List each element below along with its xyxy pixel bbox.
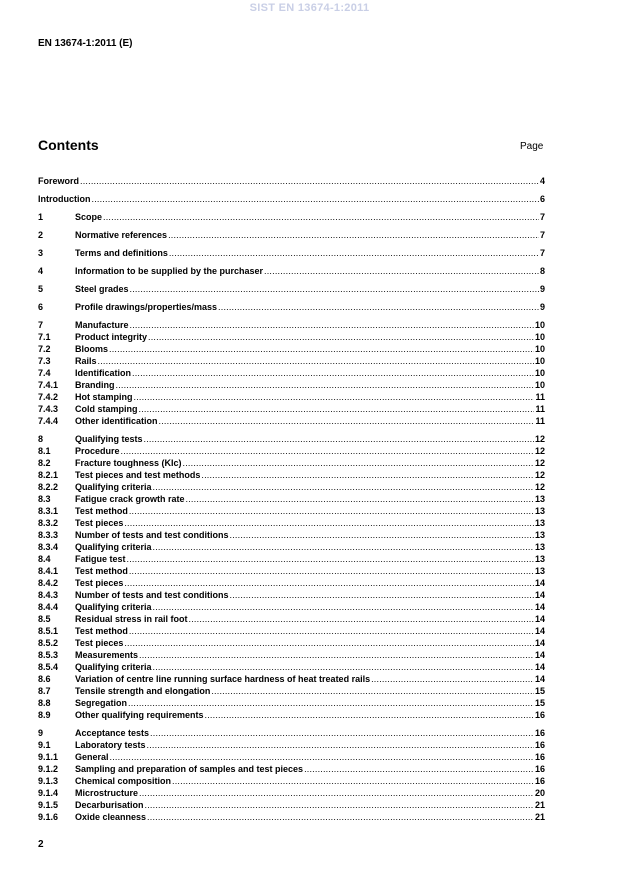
toc-entry[interactable] [38, 379, 545, 391]
toc-entry-number: 7.1 [38, 332, 51, 342]
toc-leader-dots [218, 301, 539, 313]
toc-entry-number: 1 [38, 212, 44, 222]
toc-entry-page: 8 [539, 266, 545, 276]
toc-entry-title: Qualifying criteria [75, 542, 152, 552]
toc-entry-page: 10 [534, 368, 545, 378]
toc-leader-dots [230, 589, 534, 601]
toc-leader-dots [145, 799, 534, 811]
toc-entry-title: Procedure [75, 446, 120, 456]
toc-entry-number: 8.4.2 [38, 578, 59, 588]
toc-entry[interactable] [38, 799, 545, 811]
toc-entry[interactable] [38, 541, 545, 553]
toc-entry[interactable] [38, 481, 545, 493]
toc-entry-page: 14 [534, 662, 545, 672]
toc-entry-page: 16 [534, 776, 545, 786]
toc-leader-dots [139, 403, 535, 415]
toc-entry-title: Laboratory tests [75, 740, 146, 750]
toc-entry[interactable] [38, 433, 545, 445]
toc-entry-title: Identification [75, 368, 131, 378]
toc-leader-dots [172, 775, 534, 787]
toc-entry-page: 16 [534, 764, 545, 774]
toc-leader-dots [169, 247, 539, 259]
toc-entry[interactable] [38, 811, 545, 823]
toc-entry-number: 9.1.3 [38, 776, 59, 786]
toc-entry-title: Test pieces [75, 518, 124, 528]
toc-leader-dots [129, 505, 534, 517]
toc-entry[interactable] [38, 751, 545, 763]
toc-leader-dots [153, 481, 534, 493]
toc-entry-number: 8.4.3 [38, 590, 59, 600]
toc-entry-page: 10 [534, 380, 545, 390]
toc-entry-number: 8.7 [38, 686, 51, 696]
toc-entry-title: Product integrity [75, 332, 148, 342]
toc-leader-dots [148, 331, 534, 343]
contents-heading: Contents [38, 137, 99, 153]
toc-entry-page: 11 [535, 404, 545, 414]
toc-entry[interactable] [38, 787, 545, 799]
toc-entry-title: Other qualifying requirements [75, 710, 204, 720]
toc-leader-dots [205, 709, 534, 721]
toc-entry-title: Oxide cleanness [75, 812, 147, 822]
toc-leader-dots [128, 697, 534, 709]
toc-entry[interactable] [38, 673, 545, 685]
toc-entry-number: 8.4 [38, 554, 51, 564]
toc-entry-page: 16 [534, 752, 545, 762]
toc-leader-dots [168, 229, 539, 241]
toc-entry[interactable] [38, 697, 545, 709]
toc-entry-number: 8.5.1 [38, 626, 59, 636]
toc-entry-number: 7.4.4 [38, 416, 59, 426]
toc-entry[interactable] [38, 391, 545, 403]
toc-entry[interactable] [38, 739, 545, 751]
toc-entry-page: 13 [534, 566, 545, 576]
toc-entry-title: Blooms [75, 344, 109, 354]
toc-entry-number: 9.1.4 [38, 788, 59, 798]
toc-entry[interactable] [38, 193, 545, 205]
toc-entry[interactable] [38, 229, 545, 241]
toc-entry-page: 16 [534, 740, 545, 750]
toc-leader-dots [159, 415, 535, 427]
toc-entry-title: Segregation [75, 698, 128, 708]
toc-entry-page: 6 [539, 194, 545, 204]
toc-entry-page: 20 [534, 788, 545, 798]
toc-entry[interactable] [38, 775, 545, 787]
toc-entry-title: Microstructure [75, 788, 139, 798]
toc-leader-dots [371, 673, 534, 685]
toc-entry-title: Qualifying criteria [75, 482, 152, 492]
toc-entry-number: 8.6 [38, 674, 51, 684]
toc-entry-page: 14 [534, 614, 545, 624]
toc-entry[interactable] [38, 589, 545, 601]
toc-entry-number: 7.2 [38, 344, 51, 354]
toc-leader-dots [230, 529, 534, 541]
toc-entry-title: Manufacture [75, 320, 129, 330]
toc-entry-number: 8.1 [38, 446, 51, 456]
toc-entry-number: 7.3 [38, 356, 51, 366]
toc-entry-number: 7.4.2 [38, 392, 59, 402]
toc-leader-dots [147, 739, 534, 751]
toc-entry-number: 8.3.2 [38, 518, 59, 528]
toc-entry[interactable] [38, 727, 545, 739]
toc-entry-page: 13 [534, 530, 545, 540]
toc-entry-title: Normative references [75, 230, 168, 240]
toc-entry-number: 9.1.2 [38, 764, 59, 774]
toc-entry-title: Tensile strength and elongation [75, 686, 211, 696]
page-number: 2 [38, 839, 44, 850]
toc-entry-number: 8.4.1 [38, 566, 59, 576]
toc-entry[interactable] [38, 415, 545, 427]
toc-entry-page: 21 [534, 812, 545, 822]
toc-entry-number: 8.3.4 [38, 542, 59, 552]
toc-entry-title: Scope [75, 212, 103, 222]
toc-entry-title: Qualifying criteria [75, 662, 152, 672]
toc-leader-dots [139, 787, 534, 799]
toc-entry-title: Test pieces and test methods [75, 470, 201, 480]
toc-entry[interactable] [38, 649, 545, 661]
toc-leader-dots [130, 283, 539, 295]
toc-entry-title: Qualifying tests [75, 434, 143, 444]
toc-entry[interactable] [38, 247, 545, 259]
toc-leader-dots [132, 367, 534, 379]
toc-entry[interactable] [38, 355, 545, 367]
toc-entry-page: 9 [539, 284, 545, 294]
toc-entry-page: 14 [534, 626, 545, 636]
toc-leader-dots [130, 319, 534, 331]
watermark: SIST EN 13674-1:2011 [249, 2, 370, 14]
toc-entry-number: 8.2 [38, 458, 51, 468]
toc-entry-page: 15 [534, 698, 545, 708]
toc-entry-title: Acceptance tests [75, 728, 150, 738]
toc-entry-title: Test pieces [75, 578, 124, 588]
toc-entry-title: Rails [75, 356, 97, 366]
toc-entry-number: 8.3.1 [38, 506, 59, 516]
toc-entry-page: 11 [535, 416, 545, 426]
toc-entry-page: 14 [534, 650, 545, 660]
table-of-contents [38, 175, 545, 823]
toc-entry-page: 21 [534, 800, 545, 810]
toc-entry-page: 16 [534, 710, 545, 720]
toc-entry-page: 10 [534, 344, 545, 354]
toc-entry-title: Cold stamping [75, 404, 138, 414]
toc-entry-number: 8.3.3 [38, 530, 59, 540]
toc-entry[interactable] [38, 445, 545, 457]
toc-entry[interactable] [38, 685, 545, 697]
toc-entry-number: 9.1 [38, 740, 51, 750]
toc-entry-number: 9.1.1 [38, 752, 59, 762]
toc-entry[interactable] [38, 505, 545, 517]
toc-entry-page: 13 [534, 506, 545, 516]
toc-entry-number: 9 [38, 728, 44, 738]
toc-entry-number: 8 [38, 434, 44, 444]
toc-entry-number: 8.5 [38, 614, 51, 624]
toc-entry-page: 12 [534, 470, 545, 480]
toc-entry[interactable] [38, 367, 545, 379]
toc-entry-page: 12 [534, 446, 545, 456]
toc-entry-number: 6 [38, 302, 44, 312]
toc-leader-dots [264, 265, 539, 277]
toc-leader-dots [121, 445, 534, 457]
toc-entry[interactable] [38, 211, 545, 223]
toc-entry-page: 14 [534, 602, 545, 612]
toc-entry-number: 7 [38, 320, 44, 330]
toc-entry-page: 13 [534, 554, 545, 564]
toc-entry-title: Hot stamping [75, 392, 133, 402]
toc-entry-title: Profile drawings/properties/mass [75, 302, 218, 312]
toc-entry-title: Variation of centre line running surface hardness of heat treated rails [75, 674, 371, 684]
toc-entry-number: 8.3 [38, 494, 51, 504]
toc-entry-title: Test method [75, 626, 128, 636]
toc-entry-number: 3 [38, 248, 44, 258]
toc-leader-dots [92, 193, 539, 205]
toc-leader-dots [127, 553, 534, 565]
toc-entry-number: 7.4.3 [38, 404, 59, 414]
toc-entry-title: Fracture toughness (KIc) [75, 458, 182, 468]
toc-leader-dots [189, 613, 534, 625]
toc-entry-title: Foreword [38, 176, 80, 186]
toc-entry-title: Terms and definitions [75, 248, 168, 258]
toc-entry-number: 8.2.2 [38, 482, 59, 492]
toc-entry-page: 10 [534, 332, 545, 342]
toc-leader-dots [147, 811, 534, 823]
toc-leader-dots [139, 649, 534, 661]
toc-entry[interactable] [38, 637, 545, 649]
toc-entry[interactable] [38, 319, 545, 331]
toc-entry-title: Qualifying criteria [75, 602, 152, 612]
toc-entry-page: 14 [534, 638, 545, 648]
toc-entry-number: 8.4.4 [38, 602, 59, 612]
toc-entry[interactable] [38, 661, 545, 673]
toc-entry[interactable] [38, 577, 545, 589]
toc-entry-page: 12 [534, 482, 545, 492]
toc-entry-title: Introduction [38, 194, 91, 204]
toc-entry-page: 10 [534, 320, 545, 330]
toc-entry[interactable] [38, 457, 545, 469]
toc-entry[interactable] [38, 709, 545, 721]
toc-leader-dots [304, 763, 534, 775]
toc-entry-number: 8.5.3 [38, 650, 59, 660]
toc-entry[interactable] [38, 493, 545, 505]
toc-entry[interactable] [38, 613, 545, 625]
toc-entry[interactable] [38, 553, 545, 565]
toc-entry-number: 5 [38, 284, 44, 294]
toc-entry-number: 2 [38, 230, 44, 240]
toc-leader-dots [116, 379, 534, 391]
toc-leader-dots [153, 661, 534, 673]
toc-entry[interactable] [38, 565, 545, 577]
toc-entry-page: 14 [534, 578, 545, 588]
toc-entry-page: 7 [539, 212, 545, 222]
toc-entry-number: 9.1.5 [38, 800, 59, 810]
toc-entry-title: Test method [75, 566, 128, 576]
toc-entry-number: 8.2.1 [38, 470, 59, 480]
toc-entry[interactable] [38, 625, 545, 637]
toc-entry-title: Number of tests and test conditions [75, 530, 229, 540]
toc-leader-dots [98, 355, 534, 367]
page-column-label: Page [520, 141, 544, 152]
toc-leader-dots [186, 493, 534, 505]
toc-entry[interactable] [38, 301, 545, 313]
toc-entry[interactable] [38, 283, 545, 295]
toc-entry-number: 7.4.1 [38, 380, 59, 390]
toc-entry-title: Decarburisation [75, 800, 144, 810]
document-id: EN 13674-1:2011 (E) [38, 38, 133, 49]
toc-entry-page: 14 [534, 674, 545, 684]
toc-entry-page: 14 [534, 590, 545, 600]
toc-leader-dots [124, 577, 534, 589]
toc-entry-title: Branding [75, 380, 115, 390]
toc-entry[interactable] [38, 517, 545, 529]
toc-entry-page: 9 [539, 302, 545, 312]
toc-leader-dots [150, 727, 534, 739]
toc-entry-page: 12 [534, 458, 545, 468]
toc-entry-title: Fatigue test [75, 554, 126, 564]
toc-entry-title: Chemical composition [75, 776, 172, 786]
toc-entry-page: 11 [535, 392, 545, 402]
toc-entry-number: 4 [38, 266, 44, 276]
toc-entry-title: Other identification [75, 416, 158, 426]
toc-entry-page: 4 [539, 176, 545, 186]
toc-leader-dots [153, 541, 534, 553]
toc-entry-page: 13 [534, 542, 545, 552]
toc-entry-title: Residual stress in rail foot [75, 614, 188, 624]
toc-leader-dots [129, 565, 534, 577]
toc-entry-title: General [75, 752, 109, 762]
toc-entry[interactable] [38, 265, 545, 277]
toc-entry-title: Test method [75, 506, 128, 516]
toc-leader-dots [124, 517, 534, 529]
toc-entry-number: 7.4 [38, 368, 51, 378]
toc-leader-dots [103, 211, 539, 223]
toc-leader-dots [80, 175, 539, 187]
toc-entry-title: Information to be supplied by the purchaser [75, 266, 264, 276]
toc-entry-page: 12 [534, 434, 545, 444]
toc-entry-number: 9.1.6 [38, 812, 59, 822]
toc-leader-dots [201, 469, 534, 481]
toc-leader-dots [129, 625, 534, 637]
toc-entry[interactable] [38, 343, 545, 355]
toc-entry-title: Measurements [75, 650, 139, 660]
toc-leader-dots [124, 637, 534, 649]
toc-entry[interactable] [38, 601, 545, 613]
toc-leader-dots [109, 343, 534, 355]
toc-entry-title: Fatigue crack growth rate [75, 494, 185, 504]
toc-entry-title: Test pieces [75, 638, 124, 648]
toc-entry[interactable] [38, 403, 545, 415]
toc-leader-dots [144, 433, 534, 445]
toc-leader-dots [153, 601, 534, 613]
toc-leader-dots [110, 751, 534, 763]
toc-entry-page: 13 [534, 518, 545, 528]
toc-entry[interactable] [38, 763, 545, 775]
toc-entry-number: 8.5.2 [38, 638, 59, 648]
toc-entry[interactable] [38, 175, 545, 187]
toc-entry-page: 15 [534, 686, 545, 696]
toc-leader-dots [211, 685, 534, 697]
toc-entry-page: 10 [534, 356, 545, 366]
toc-entry[interactable] [38, 331, 545, 343]
toc-entry-number: 8.9 [38, 710, 51, 720]
toc-leader-dots [134, 391, 535, 403]
toc-entry[interactable] [38, 529, 545, 541]
toc-entry[interactable] [38, 469, 545, 481]
toc-entry-number: 8.5.4 [38, 662, 59, 672]
toc-entry-page: 13 [534, 494, 545, 504]
toc-entry-title: Number of tests and test conditions [75, 590, 229, 600]
toc-entry-number: 8.8 [38, 698, 51, 708]
toc-entry-page: 7 [539, 248, 545, 258]
toc-entry-page: 16 [534, 728, 545, 738]
toc-leader-dots [183, 457, 534, 469]
toc-entry-title: Sampling and preparation of samples and test pieces [75, 764, 304, 774]
toc-entry-page: 7 [539, 230, 545, 240]
toc-entry-title: Steel grades [75, 284, 129, 294]
